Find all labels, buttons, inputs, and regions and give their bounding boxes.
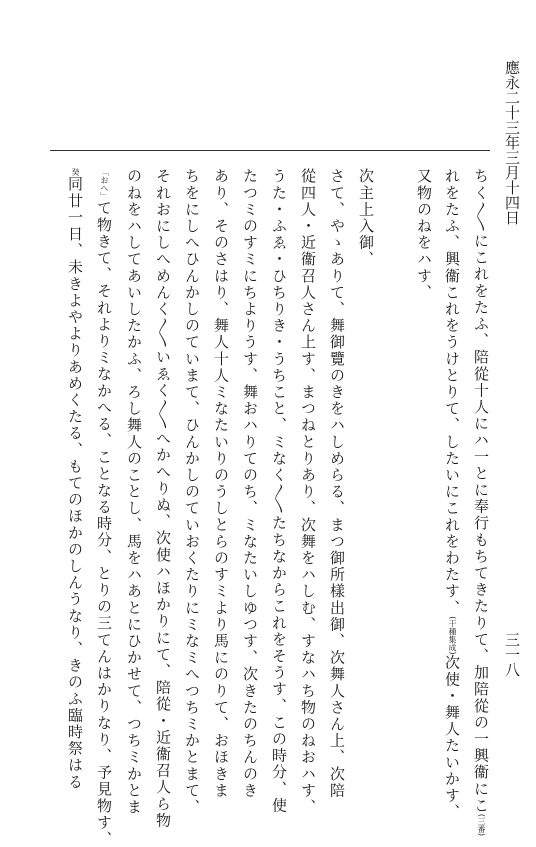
annotation: 癸 <box>71 168 80 176</box>
column-text: て物きて、それよりミなかへる、ことなる時分、とりの三てんはかりなり、予見物す、 <box>95 200 113 847</box>
column-text: 同廿一日、未きよやよりあめくたる、もてのほかのしんうなり、きのふ臨時祭はる <box>66 176 84 791</box>
text-column <box>148 168 177 829</box>
body-text <box>44 168 496 847</box>
page-header-date: 應永二十三年三月十四日 <box>503 60 521 225</box>
text-column <box>177 168 206 816</box>
column-text: さて、やゝありて、舞御覽のきをハしめらる、まつ御所樣出御、次舞人さん上、次陪 <box>328 168 346 799</box>
page-number: 三一八 <box>503 632 521 677</box>
column-text: あり、そのさはり、舞人十人ミなたいりのうしとらのすミより馬にのりて、おほきま <box>212 168 230 799</box>
annotation: (干種集成) <box>448 616 457 655</box>
text-column <box>351 168 380 772</box>
column-text: のねをハしてあいしたかふ、ろし舞人のことし、馬をハあとにひかせて、つちミかとま <box>125 168 143 816</box>
column-text: 次主上入御、 <box>357 168 375 268</box>
text-column <box>235 168 264 799</box>
text-column <box>90 168 119 847</box>
blank-column <box>380 168 409 772</box>
text-column <box>322 168 351 799</box>
annotation: (三番) <box>477 813 486 837</box>
column-text: れをたふ、興衞これをうけとりて、したいにこれをわたす、 <box>443 168 461 617</box>
text-column <box>206 168 235 799</box>
text-column <box>264 168 293 814</box>
column-text: たつミのすミにちよりうす、舞おハりてのち、ミなたいしゆつす、次きたのちんのき <box>241 168 259 799</box>
text-column <box>467 168 496 837</box>
column-text: 又物のねをハす、 <box>415 168 433 301</box>
inline-text: 次使 <box>443 654 461 688</box>
text-column <box>409 168 438 772</box>
column-text: それおにしへめんく〳〵いゑく〳〵へかへりぬ、次使ハほかりにて、陪從・近衞召人ら物 <box>154 168 172 829</box>
text-column <box>438 168 467 821</box>
column-text: ちく〳〵にこれをたふ、陪從十人にハ一とに奉行もちてきたりて、加陪從の一興衞にこ <box>472 168 490 814</box>
column-text: ちをにしへひんかしのていまて、ひんかしのていおくたりにミなミへつちミかとまて、 <box>183 168 201 816</box>
text-column <box>119 168 148 816</box>
annotation: 「おへ」 <box>100 168 109 200</box>
inline-text: ・舞人 <box>443 687 461 738</box>
inline-text: たいかす、 <box>443 737 461 821</box>
header-rule <box>50 150 490 151</box>
column-text: 從四人・近衞召人さん上す、まつねとりあり、次舞をハしむ、すなハち物のねおハす、 <box>299 168 317 816</box>
text-column <box>293 168 322 816</box>
text-column <box>61 168 90 791</box>
column-text: うた・ふゑ・ひちりき・うちこと、ミなく〳〵たちなからこれをそうす、この時分、使 <box>270 168 288 814</box>
